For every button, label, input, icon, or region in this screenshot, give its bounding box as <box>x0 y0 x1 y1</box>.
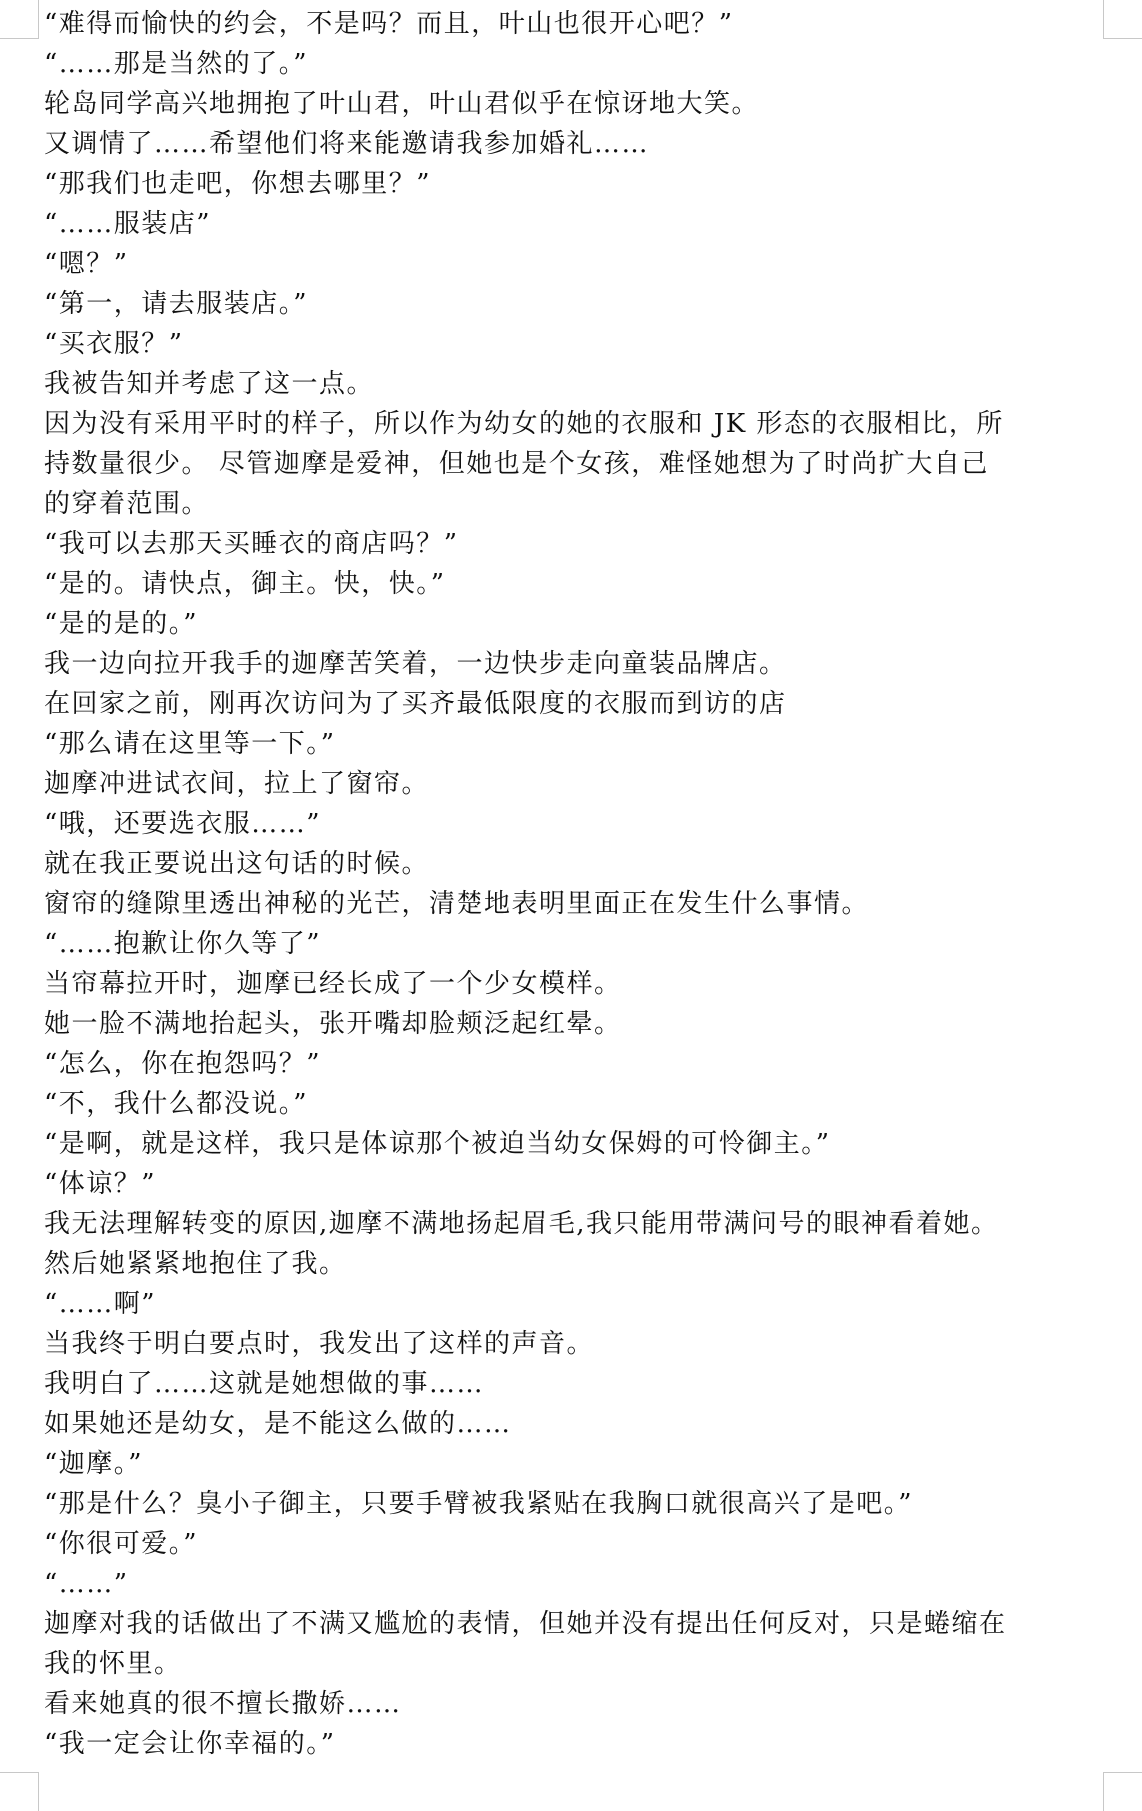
text-line: 我被告知并考虑了这一点。 <box>44 369 375 399</box>
text-line: 在回家之前，刚再次访问为了买齐最低限度的衣服而到访的店 <box>44 689 787 719</box>
text-line: “迦摩。” <box>44 1449 144 1479</box>
text-line: “是啊，就是这样，我只是体谅那个被迫当幼女保姆的可怜御主。” <box>44 1129 831 1159</box>
text-line: “是的是的。” <box>44 609 199 639</box>
text-line: “嗯？” <box>44 249 129 279</box>
page-corner-mark <box>0 0 39 39</box>
text-line: “……” <box>44 1569 129 1599</box>
text-line: “那么请在这里等一下。” <box>44 729 336 759</box>
text-line: 迦摩冲进试衣间，拉上了窗帘。 <box>44 769 430 799</box>
text-line: “是的。请快点，御主。快，快。” <box>44 569 446 599</box>
text-line: “那是什么？臭小子御主，只要手臂被我紧贴在我胸口就很高兴了是吧。” <box>44 1489 914 1519</box>
text-line: “……抱歉让你久等了” <box>44 929 322 959</box>
text-line: “不，我什么都没说。” <box>44 1089 309 1119</box>
text-line: 持数量很少。 尽管迦摩是爱神，但她也是个女孩，难怪她想为了时尚扩大自己 <box>44 449 989 479</box>
text-line: 我明白了……这就是她想做的事…… <box>44 1369 485 1399</box>
text-line: “……那是当然的了。” <box>44 49 309 79</box>
text-line: “……服装店” <box>44 209 212 239</box>
text-line: “体谅？” <box>44 1169 157 1199</box>
text-line: “哦，还要选衣服……” <box>44 809 322 839</box>
text-line: 轮岛同学高兴地拥抱了叶山君，叶山君似乎在惊讶地大笑。 <box>44 89 760 119</box>
text-line: “……啊” <box>44 1289 157 1319</box>
text-line: 我的怀里。 <box>44 1649 182 1679</box>
text-line: “那我们也走吧，你想去哪里？” <box>44 169 432 199</box>
text-line: “我一定会让你幸福的。” <box>44 1729 336 1759</box>
text-line: “怎么，你在抱怨吗？” <box>44 1049 322 1079</box>
text-line: 因为没有采用平时的样子，所以作为幼女的她的衣服和 JK 形态的衣服相比，所 <box>44 409 1004 439</box>
text-line: “难得而愉快的约会，不是吗？而且，叶山也很开心吧？” <box>44 9 734 39</box>
text-line: 窗帘的缝隙里透出神秘的光芒，清楚地表明里面正在发生什么事情。 <box>44 889 870 919</box>
text-line: 看来她真的很不擅长撒娇…… <box>44 1689 402 1719</box>
text-line: “买衣服？” <box>44 329 184 359</box>
text-line: 又调情了……希望他们将来能邀请我参加婚礼…… <box>44 129 650 159</box>
page-corner-mark <box>0 1772 39 1811</box>
text-line: “你很可爱。” <box>44 1529 199 1559</box>
page-corner-mark <box>1103 0 1142 39</box>
text-line: 当我终于明白要点时，我发出了这样的声音。 <box>44 1329 595 1359</box>
text-line: 的穿着范围。 <box>44 489 210 519</box>
document-body <box>44 4 1104 1764</box>
text-line: “第一，请去服装店。” <box>44 289 309 319</box>
text-line: 我一边向拉开我手的迦摩苦笑着，一边快步走向童装品牌店。 <box>44 649 787 679</box>
text-line: 我无法理解转变的原因,迦摩不满地扬起眉毛,我只能用带满问号的眼神看着她。 <box>44 1209 999 1239</box>
text-line: 就在我正要说出这句话的时候。 <box>44 849 430 879</box>
text-line: 她一脸不满地抬起头，张开嘴却脸颊泛起红晕。 <box>44 1009 622 1039</box>
text-line: 如果她还是幼女，是不能这么做的…… <box>44 1409 512 1439</box>
text-line: 然后她紧紧地抱住了我。 <box>44 1249 347 1279</box>
text-line: 当帘幕拉开时，迦摩已经长成了一个少女模样。 <box>44 969 622 999</box>
text-line: 迦摩对我的话做出了不满又尴尬的表情，但她并没有提出任何反对，只是蜷缩在 <box>44 1609 1007 1639</box>
page-corner-mark <box>1103 1772 1142 1811</box>
text-line: “我可以去那天买睡衣的商店吗？” <box>44 529 459 559</box>
